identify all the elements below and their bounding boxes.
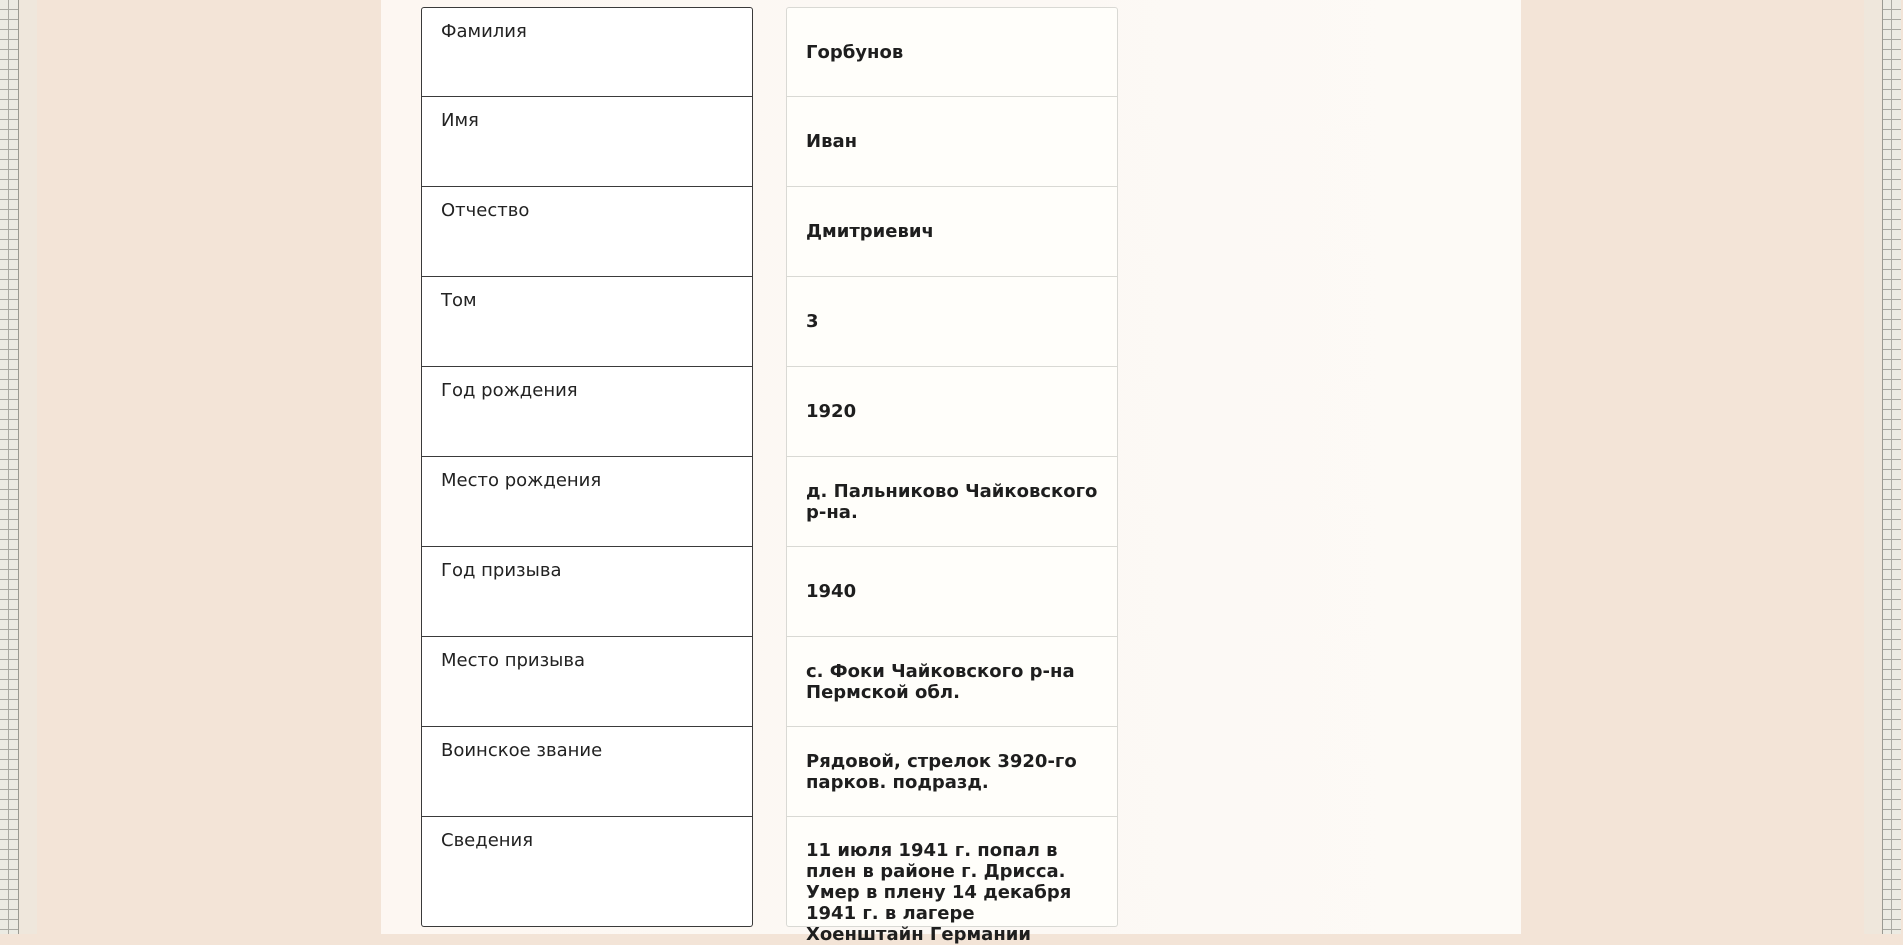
value-conscription-year: 1940: [786, 547, 1118, 637]
value-conscription-place: с. Фоки Чайковского р-на Пермской обл.: [786, 637, 1118, 727]
value-column: [786, 7, 1118, 945]
value-surname: Горбунов: [786, 7, 1118, 97]
label-first-name: Имя: [421, 97, 753, 187]
value-military-rank: Рядовой, стрелок 3920-го парков. подразд.: [786, 727, 1118, 817]
label-conscription-year: Год призыва: [421, 547, 753, 637]
value-volume: 3: [786, 277, 1118, 367]
label-conscription-place: Место призыва: [421, 637, 753, 727]
label-patronymic: Отчество: [421, 187, 753, 277]
label-birth-year: Год рождения: [421, 367, 753, 457]
label-volume: Том: [421, 277, 753, 367]
left-ruler: [0, 0, 19, 934]
right-margin-strip: [1864, 0, 1882, 934]
record-page: [381, 0, 1521, 945]
label-column: [421, 7, 753, 927]
left-margin-strip: [19, 0, 37, 934]
label-details: Сведения: [421, 817, 753, 927]
value-patronymic: Дмитриевич: [786, 187, 1118, 277]
label-military-rank: Воинское звание: [421, 727, 753, 817]
value-first-name: Иван: [786, 97, 1118, 187]
value-birth-place: д. Пальниково Чайковского р-на.: [786, 457, 1118, 547]
value-details: 11 июля 1941 г. попал в плен в районе г. Дрисса. Умер в плену 14 декабря 1941 г. в лагере Хоенштайн Германии: [786, 817, 1118, 927]
label-surname: Фамилия: [421, 7, 753, 97]
value-birth-year: 1920: [786, 367, 1118, 457]
right-ruler: [1882, 0, 1901, 934]
label-birth-place: Место рождения: [421, 457, 753, 547]
